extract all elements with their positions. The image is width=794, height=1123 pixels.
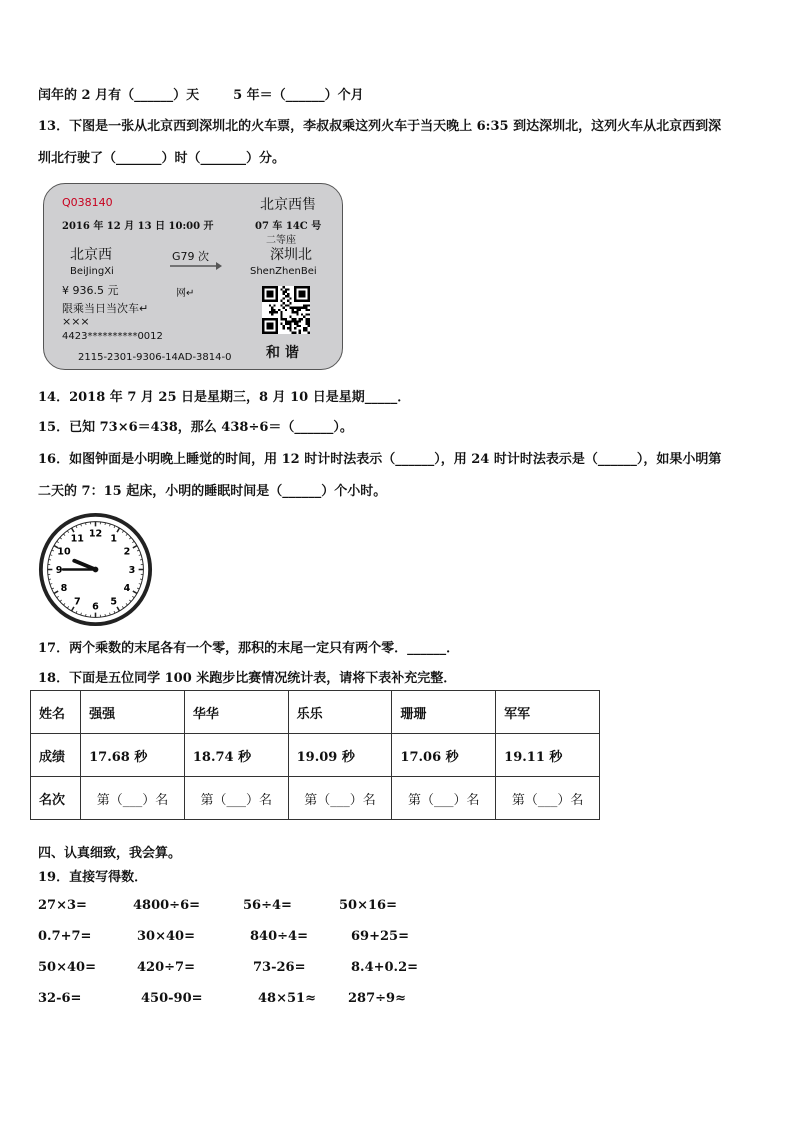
train-ticket — [43, 183, 343, 370]
calc-item: 50×40= — [38, 960, 96, 975]
clock-number: 1 — [110, 533, 118, 545]
ticket-price: ¥ 936.5 元 — [62, 284, 119, 297]
clock-center — [93, 567, 99, 573]
calc-item: 27×3= — [38, 898, 87, 913]
question-14: 14．2018 年 7 月 25 日是星期三，8 月 10 日是星期_____． — [38, 390, 411, 405]
calc-item: 450-90= — [141, 991, 203, 1006]
ticket-car-seat: 07 车 14C 号 — [255, 221, 322, 232]
student-name: 华华 — [184, 691, 288, 734]
rank-blank: 第（___）名 — [184, 777, 288, 820]
student-name: 珊珊 — [392, 691, 496, 734]
student-name: 军军 — [496, 691, 600, 734]
ticket-from-station: 北京西 — [70, 247, 112, 263]
rank-blank: 第（___）名 — [288, 777, 392, 820]
calc-item: 73-26= — [253, 960, 306, 975]
clock-number: 5 — [110, 596, 118, 608]
ticket-id-number: 4423**********0012 — [62, 331, 163, 342]
calc-item: 420÷7= — [137, 960, 195, 975]
student-score: 19.11 秒 — [496, 734, 600, 777]
ticket-code: Q038140 — [62, 196, 113, 209]
race-results-table — [30, 690, 600, 820]
section-4-title: 四、认真细致，我会算。 — [38, 846, 182, 861]
rank-blank: 第（___）名 — [496, 777, 600, 820]
ticket-passenger-name: ××× — [62, 315, 90, 328]
clock-number: 12 — [88, 528, 103, 540]
ticket-to-pinyin: ShenZhenBei — [250, 266, 317, 277]
calc-item: 50×16= — [339, 898, 397, 913]
clock-number: 10 — [57, 546, 71, 558]
calc-item: 0.7+7= — [38, 929, 92, 944]
table-row — [31, 777, 600, 820]
question-16-line-1: 16．如图钟面是小明晚上睡觉的时间，用 12 时计时法表示（______），用 24 时计时法表示是（______），如果小明第 — [38, 452, 722, 467]
clock-number: 2 — [123, 546, 131, 558]
row-label-name: 姓名 — [31, 691, 81, 734]
calc-item: 287÷9≈ — [348, 991, 406, 1006]
ticket-to-station: 深圳北 — [270, 247, 312, 263]
ticket-datetime: 2016 年 12 月 13 日 10:00 开 — [62, 221, 214, 232]
ticket-seat-class: 二等座 — [266, 235, 296, 246]
ticket-serial: 2115-2301-9306-14AD-3814-0 — [78, 352, 232, 363]
q12-text-1: 闰年的 2 月有（______）天 — [38, 88, 200, 103]
calc-item: 840÷4= — [250, 929, 308, 944]
calc-item: 69+25= — [351, 929, 409, 944]
question-18: 18．下面是五位同学 100 米跑步比赛情况统计表，请将下表补充完整． — [38, 671, 457, 686]
question-19: 19．直接写得数． — [38, 870, 148, 885]
student-score: 17.68 秒 — [81, 734, 185, 777]
calc-item: 30×40= — [137, 929, 195, 944]
question-16-line-2: 二天的 7：15 起床，小明的睡眠时间是（______）个小时。 — [38, 484, 387, 499]
ticket-sale-station: 北京西售 — [260, 197, 316, 213]
question-13-line-1: 13．下图是一张从北京西到深圳北的火车票，李叔叔乘这列火车于当天晚上 6:35 到达深圳北，这列火车从北京西到深 — [38, 119, 722, 134]
student-name: 强强 — [81, 691, 185, 734]
row-label-score: 成绩 — [31, 734, 81, 777]
ticket-limit-note: 限乘当日当次车↵ — [62, 302, 149, 315]
calc-item: 56÷4= — [243, 898, 292, 913]
question-13-line-2: 圳北行驶了（_______）时（_______）分。 — [38, 151, 286, 166]
calc-item: 4800÷6= — [133, 898, 201, 913]
clock-number: 9 — [55, 564, 63, 576]
calc-item: 32-6= — [38, 991, 82, 1006]
ticket-train-number: G79 次 — [172, 250, 210, 263]
clock-number: 3 — [128, 564, 136, 576]
clock-number: 4 — [123, 583, 131, 595]
qr-code-icon — [262, 286, 310, 334]
table-row — [31, 691, 600, 734]
student-score: 18.74 秒 — [184, 734, 288, 777]
question-12-continuation — [38, 84, 364, 103]
question-17: 17．两个乘数的末尾各有一个零，那积的末尾一定只有两个零．______． — [38, 641, 460, 656]
ticket-net-mark: 网↵ — [176, 288, 195, 299]
ticket-from-pinyin: BeiJingXi — [70, 266, 114, 277]
calc-item: 8.4+0.2= — [351, 960, 419, 975]
rank-blank: 第（___）名 — [392, 777, 496, 820]
student-score: 19.09 秒 — [288, 734, 392, 777]
clock-number: 8 — [60, 583, 68, 595]
student-score: 17.06 秒 — [392, 734, 496, 777]
row-label-rank: 名次 — [31, 777, 81, 820]
student-name: 乐乐 — [288, 691, 392, 734]
clock-number: 6 — [92, 601, 99, 613]
clock-number: 7 — [73, 596, 81, 608]
q12-text-2: 5 年＝（______）个月 — [233, 88, 364, 103]
table-row — [31, 734, 600, 777]
ticket-arrow-icon — [170, 262, 222, 270]
rank-blank: 第（___）名 — [81, 777, 185, 820]
clock-face — [38, 512, 153, 627]
calc-item: 48×51≈ — [258, 991, 316, 1006]
question-15: 15．已知 73×6＝438，那么 438÷6＝（______）。 — [38, 420, 353, 435]
ticket-brand: 和 谐 — [266, 345, 299, 361]
clock-number: 11 — [70, 533, 84, 545]
